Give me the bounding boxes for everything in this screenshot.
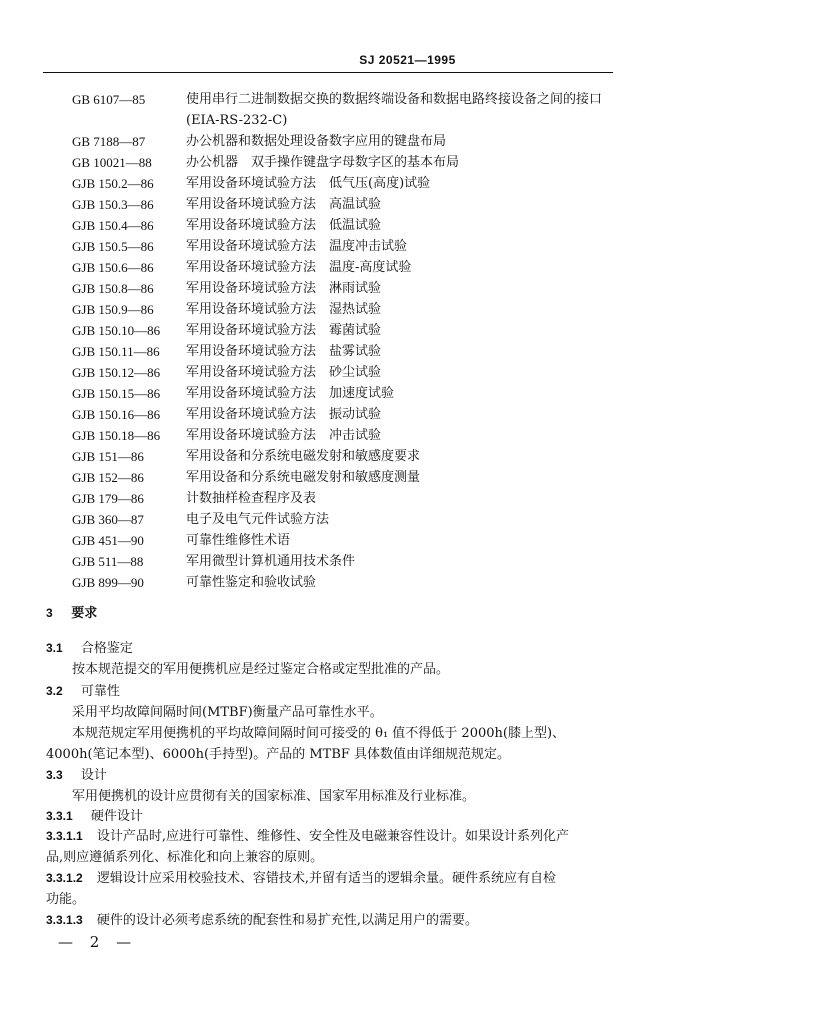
section-3-3-1-3 xyxy=(46,910,478,931)
reference-item xyxy=(0,551,815,572)
reference-title: 军用设备环境试验方法 霉菌试验 xyxy=(186,323,382,338)
reference-item xyxy=(0,236,815,257)
reference-title: 军用设备和分系统电磁发射和敏感度测量 xyxy=(186,470,421,485)
section-number: 3.3.1.2 xyxy=(46,871,83,885)
reference-item xyxy=(0,320,815,341)
section-title: 合格鉴定 xyxy=(80,641,133,656)
reference-title: 可靠性维修性术语 xyxy=(186,533,291,548)
section-3-3-1-1 xyxy=(46,826,569,847)
reference-code: GJB 150.8—86 xyxy=(72,281,154,296)
reference-code: GJB 150.9—86 xyxy=(72,302,154,317)
reference-item xyxy=(0,467,815,488)
reference-item xyxy=(0,131,815,152)
header-rule xyxy=(43,72,613,73)
section-number: 3.3.1 xyxy=(46,809,73,823)
reference-code: GJB 150.5—86 xyxy=(72,239,154,254)
reference-item xyxy=(0,194,815,215)
reference-title: 军用设备环境试验方法 高温试验 xyxy=(186,197,382,212)
reference-code: GJB 150.10—86 xyxy=(72,323,161,338)
reference-code: GJB 150.3—86 xyxy=(72,197,154,212)
reference-item xyxy=(0,257,815,278)
reference-title: 军用设备环境试验方法 低温试验 xyxy=(186,218,382,233)
reference-title: 军用微型计算机通用技术条件 xyxy=(186,554,356,569)
reference-item xyxy=(0,299,815,320)
section-number: 3.3.1.3 xyxy=(46,913,83,927)
reference-code: GJB 511—88 xyxy=(72,554,144,569)
section-title: 硬件设计 xyxy=(90,809,143,824)
reference-item xyxy=(0,404,815,425)
reference-title: 计数抽样检查程序及表 xyxy=(186,491,317,506)
section-text: 硬件的设计必须考虑系统的配套性和易扩充性,以满足用户的需要。 xyxy=(96,913,478,928)
reference-code: GB 6107—85 xyxy=(72,92,146,107)
reference-code: GJB 150.4—86 xyxy=(72,218,154,233)
section-title: 设计 xyxy=(80,768,107,783)
reference-title: 电子及电气元件试验方法 xyxy=(186,512,330,527)
section-3-3-1-2 xyxy=(46,868,556,889)
section-3-3-text: 军用便携机的设计应贯彻有关的国家标准、国家军用标准及行业标准。 xyxy=(72,789,476,804)
section-title: 要求 xyxy=(71,606,98,621)
reference-item xyxy=(0,425,815,446)
section-3-2-heading xyxy=(46,681,120,702)
reference-item xyxy=(0,362,815,383)
reference-item xyxy=(0,530,815,551)
reference-title: 可靠性鉴定和验收试验 xyxy=(186,575,317,590)
section-3-1-text: 按本规范提交的军用便携机应是经过鉴定合格或定型批准的产品。 xyxy=(72,662,450,677)
reference-title: 使用串行二进制数据交换的数据终端设备和数据电路终接设备之间的接口(EIA-RS-232-C) xyxy=(186,92,603,128)
reference-code: GJB 451—90 xyxy=(72,533,144,548)
section-number: 3 xyxy=(46,606,53,620)
reference-title: 军用设备环境试验方法 盐雾试验 xyxy=(186,344,382,359)
section-3-3-1-heading xyxy=(46,806,143,827)
reference-code: GJB 150.18—86 xyxy=(72,428,161,443)
reference-title: 军用设备环境试验方法 淋雨试验 xyxy=(186,281,382,296)
reference-code: GJB 151—86 xyxy=(72,449,144,464)
reference-item xyxy=(0,341,815,362)
reference-item xyxy=(0,383,815,404)
reference-code: GJB 150.11—86 xyxy=(72,344,160,359)
reference-item xyxy=(0,446,815,467)
section-text: 逻辑设计应采用校验技术、容错技术,并留有适当的逻辑余量。硬件系统应有自检 xyxy=(96,871,556,886)
reference-code: GJB 150.6—86 xyxy=(72,260,154,275)
reference-code: GJB 150.16—86 xyxy=(72,407,161,422)
section-number: 3.3 xyxy=(46,768,63,782)
section-text: 设计产品时,应进行可靠性、维修性、安全性及电磁兼容性设计。如果设计系列化产 xyxy=(96,829,569,844)
reference-title: 军用设备环境试验方法 加速度试验 xyxy=(186,386,395,401)
section-number: 3.2 xyxy=(46,684,63,698)
reference-item xyxy=(0,278,815,299)
reference-code: GB 7188—87 xyxy=(72,134,146,149)
section-3-heading xyxy=(46,603,97,624)
reference-title: 军用设备环境试验方法 振动试验 xyxy=(186,407,382,422)
section-3-2-text-2b: 4000h(笔记本型)、6000h(手持型)。产品的 MTBF 具体数值由详细规范规定。 xyxy=(46,747,511,762)
reference-item xyxy=(0,173,815,194)
section-title: 可靠性 xyxy=(80,684,120,699)
section-3-3-1-2-continued: 功能。 xyxy=(46,892,86,907)
reference-title: 军用设备和分系统电磁发射和敏感度要求 xyxy=(186,449,421,464)
reference-title: 军用设备环境试验方法 湿热试验 xyxy=(186,302,382,317)
reference-title: 军用设备环境试验方法 冲击试验 xyxy=(186,428,382,443)
reference-item xyxy=(0,572,815,593)
reference-item xyxy=(0,89,815,131)
reference-list xyxy=(0,89,815,593)
reference-code: GJB 899—90 xyxy=(72,575,144,590)
section-3-3-1-1-continued: 品,则应遵循系列化、标准化和向上兼容的原则。 xyxy=(46,850,324,865)
reference-item xyxy=(0,152,815,173)
reference-title: 办公机器 双手操作键盘字母数字区的基本布局 xyxy=(186,155,460,170)
reference-item xyxy=(0,509,815,530)
section-3-1-heading xyxy=(46,638,133,659)
reference-title: 办公机器和数据处理设备数字应用的键盘布局 xyxy=(186,134,447,149)
reference-title: 军用设备环境试验方法 温度-高度试验 xyxy=(186,260,412,275)
reference-title: 军用设备环境试验方法 温度冲击试验 xyxy=(186,239,408,254)
reference-title: 军用设备环境试验方法 砂尘试验 xyxy=(186,365,382,380)
section-number: 3.1 xyxy=(46,641,63,655)
section-3-2-text-2a: 本规范规定军用便携机的平均故障间隔时间可接受的 θ₁ 值不得低于 2000h(膝上型)、 xyxy=(72,726,566,741)
reference-code: GB 10021—88 xyxy=(72,155,152,170)
reference-code: GJB 152—86 xyxy=(72,470,144,485)
section-number: 3.3.1.1 xyxy=(46,829,83,843)
reference-title: 军用设备环境试验方法 低气压(高度)试验 xyxy=(186,176,431,191)
section-3-3-heading xyxy=(46,765,107,786)
reference-code: GJB 150.2—86 xyxy=(72,176,154,191)
reference-code: GJB 150.15—86 xyxy=(72,386,161,401)
reference-code: GJB 150.12—86 xyxy=(72,365,161,380)
header-doc-code: SJ 20521—1995 xyxy=(359,53,456,67)
reference-code: GJB 179—86 xyxy=(72,491,144,506)
reference-item xyxy=(0,488,815,509)
reference-item xyxy=(0,215,815,236)
reference-code: GJB 360—87 xyxy=(72,512,144,527)
page-number: — 2 — xyxy=(58,933,138,951)
section-3-2-text-1: 采用平均故障间隔时间(MTBF)衡量产品可靠性水平。 xyxy=(72,705,383,720)
